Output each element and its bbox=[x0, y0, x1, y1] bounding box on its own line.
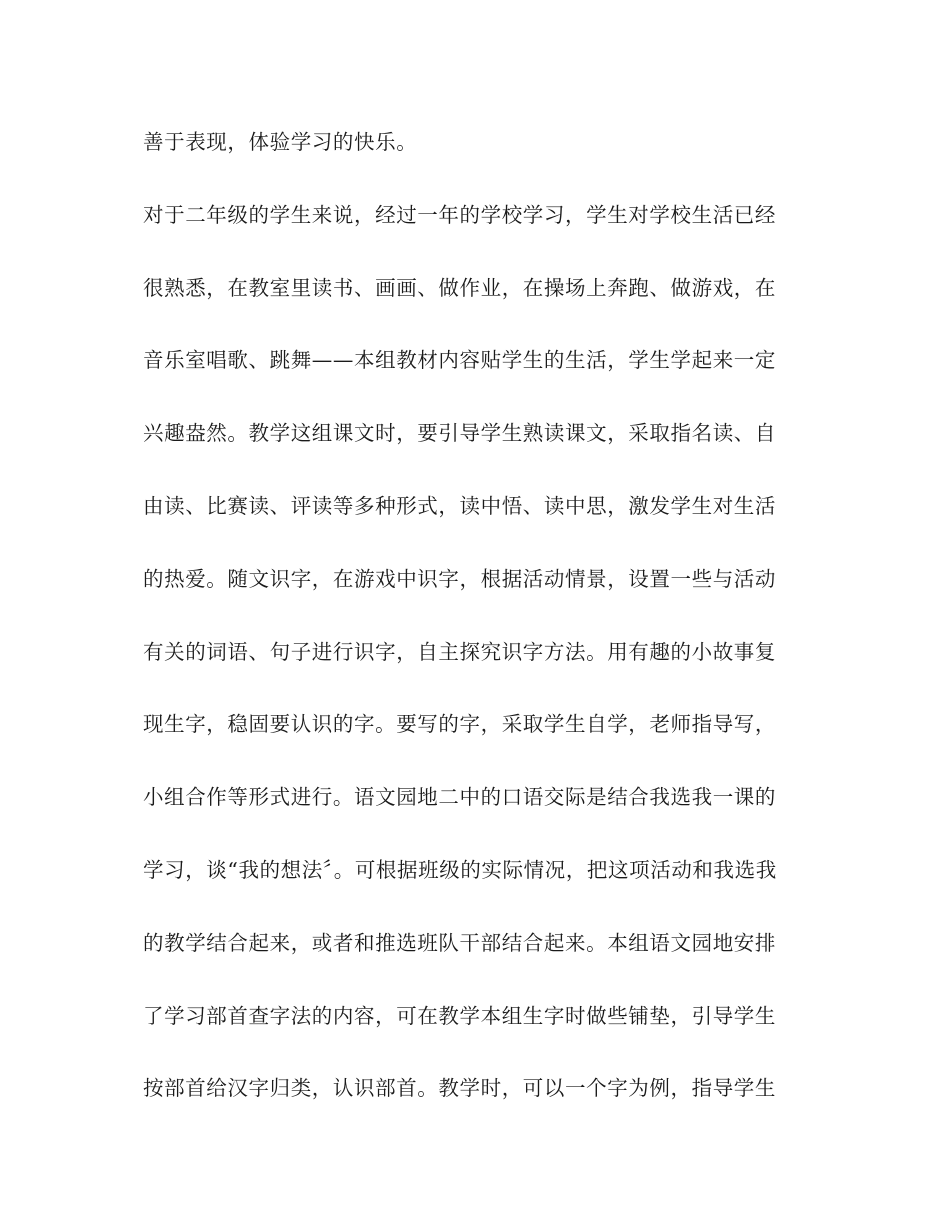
text-line: 对于二年级的学生来说，经过一年的学校学习，学生对学校生活已经 bbox=[143, 202, 776, 227]
text-line: 兴趣盎然。教学这组课文时，要引导学生熟读课文，采取指名读、自 bbox=[143, 421, 776, 446]
text-line: 的热爱。随文识字，在游戏中识字，根据活动情景，设置一些与活动 bbox=[143, 566, 776, 591]
text-line: 现生字，稳固要认识的字。要写的字，采取学生自学，老师指导写， bbox=[143, 712, 776, 737]
text-line: 学习，谈“我的想法〞。可根据班级的实际情况，把这项活动和我选我 bbox=[143, 857, 777, 882]
body-text bbox=[143, 124, 823, 1143]
text-line: 了学习部首查字法的内容，可在教学本组生字时做些铺垫，引导学生 bbox=[143, 1003, 776, 1028]
text-line: 小组合作等形式进行。语文园地二中的口语交际是结合我选我一课的 bbox=[143, 785, 776, 810]
text-line: 很熟悉，在教室里读书、画画、做作业，在操场上奔跑、做游戏，在 bbox=[143, 275, 776, 300]
text-line: 按部首给汉字归类，认识部首。教学时，可以一个字为例，指导学生 bbox=[143, 1076, 776, 1101]
text-line: 善于表现，体验学习的快乐。 bbox=[143, 130, 418, 154]
text-line: 由读、比赛读、评读等多种形式，读中悟、读中思，激发学生对生活 bbox=[143, 493, 776, 518]
text-line: 音乐室唱歌、跳舞——本组教材内容贴学生的生活，学生学起来一定 bbox=[143, 348, 776, 373]
text-line: 的教学结合起来，或者和推选班队干部结合起来。本组语文园地安排 bbox=[143, 930, 776, 955]
text-line: 有关的词语、句子进行识字，自主探究识字方法。用有趣的小故事复 bbox=[143, 639, 776, 664]
